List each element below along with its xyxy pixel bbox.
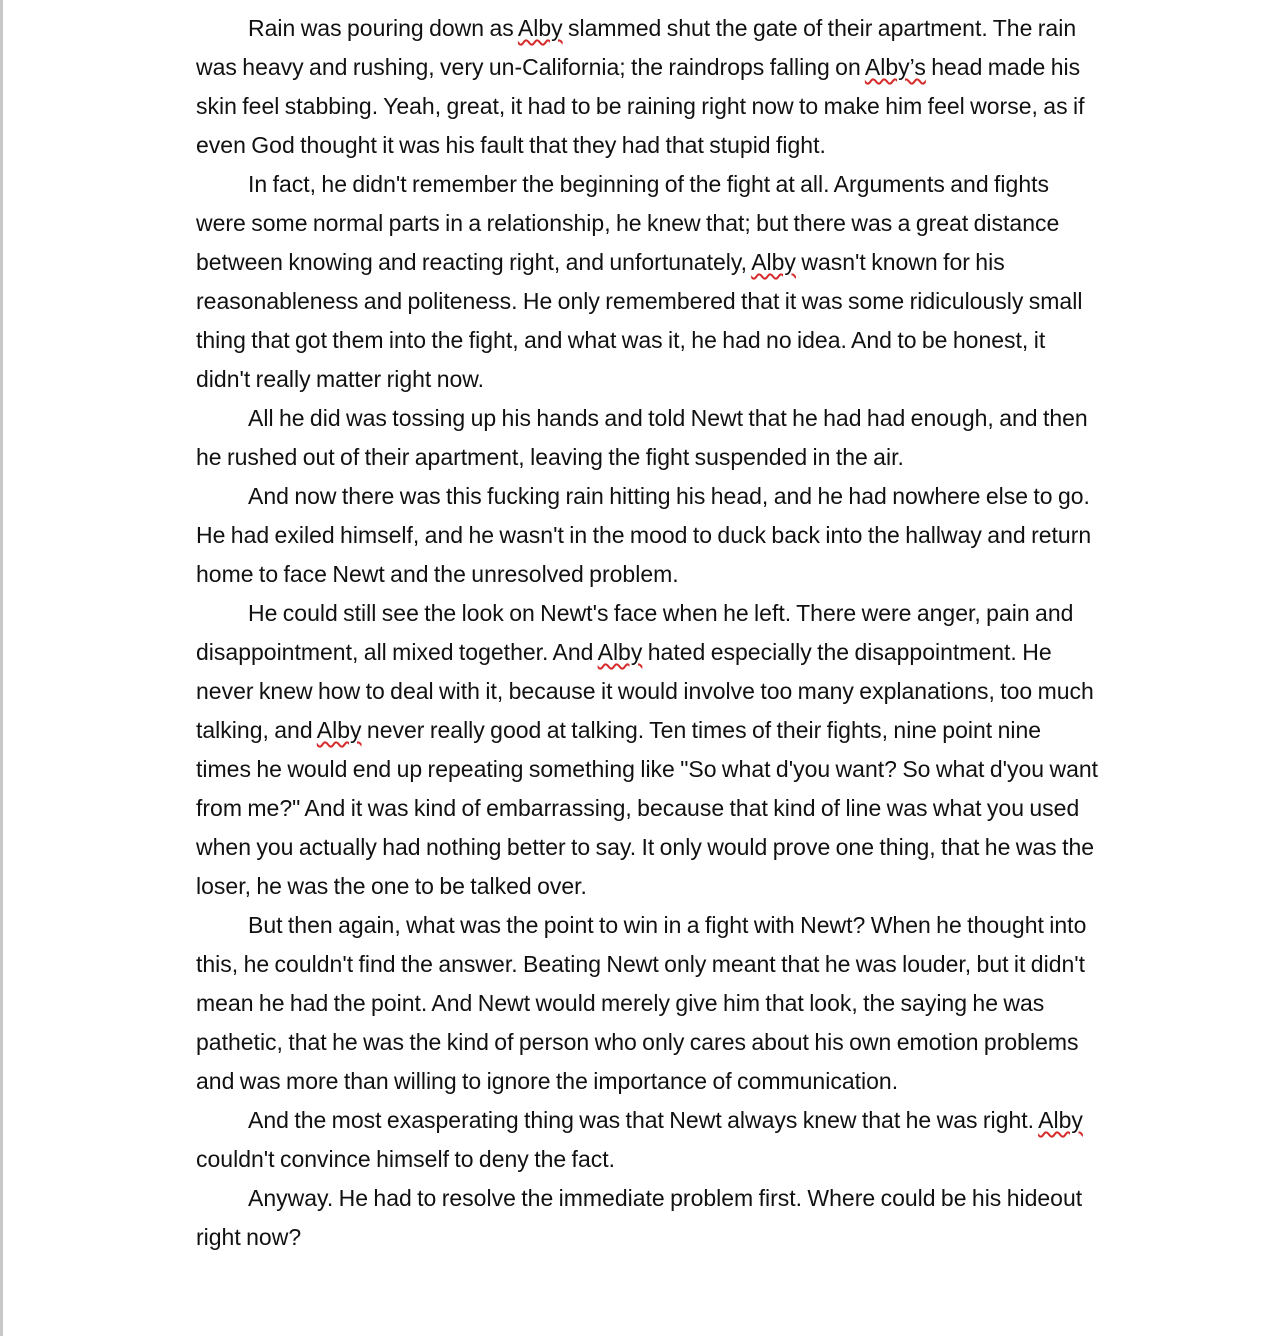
misspelled-word: Alby xyxy=(597,639,643,665)
text-run: And the most exasperating thing was that Newt always knew that he was right. xyxy=(248,1107,1039,1133)
text-run: couldn't convince himself to deny the fact. xyxy=(196,1146,616,1172)
text-run: In fact, he didn't remember the beginning of the fight at all. Arguments and fights were some normal parts in a relationship, he knew that; but there was a great distance between knowing and reacting right, and unfortunately, xyxy=(196,171,1060,275)
paragraph xyxy=(196,9,1101,165)
text-run: Anyway. He had to resolve the immediate problem first. Where could be his hideout right now? xyxy=(196,1185,1083,1250)
misspelled-word: Alby xyxy=(517,15,563,41)
paragraph xyxy=(196,906,1101,1101)
text-run: All he did was tossing up his hands and told Newt that he had had enough, and then he rushed out of their apartment, leaving the fight suspended in the air. xyxy=(196,405,1088,470)
document-body[interactable] xyxy=(196,9,1101,1257)
text-run: wasn't known for his reasonableness and politeness. He only remembered that it was some ridiculously small thing that got them into the fight, and what was it, he had no idea. And to be honest, it didn't really matter right now. xyxy=(196,249,1083,392)
text-run: hated especially the disappointment. He never knew how to deal with it, because it would involve too many explanations, too much talking, and xyxy=(196,639,1094,743)
paragraph xyxy=(196,165,1101,399)
page-left-edge xyxy=(0,0,3,1336)
paragraph xyxy=(196,594,1101,906)
text-run: never really good at talking. Ten times of their fights, nine point nine times he would end up repeating something like "So what d'you want? So what d'you want from me?" And it was kind of embarrassing, because that kind of line was what you used when you actually had nothing better to say. It only would prove one thing, that he was the loser, he was the one to be talked over. xyxy=(196,717,1099,899)
text-run: He could still see the look on Newt's face when he left. There were anger, pain and disappointment, all mixed together. And xyxy=(196,600,1074,665)
text-run: head made his skin feel stabbing. Yeah, great, it had to be raining right now to make him feel worse, as if even God thought it was his fault that they had that stupid fight. xyxy=(196,54,1085,158)
text-run: And now there was this fucking rain hitting his head, and he had nowhere else to go. He had exiled himself, and he wasn't in the mood to duck back into the hallway and return home to face Newt and the unresolved problem. xyxy=(196,483,1092,587)
text-run: slammed shut the gate of their apartment. The rain was heavy and rushing, very un-California; the raindrops falling on xyxy=(196,15,1077,80)
misspelled-word: Alby xyxy=(316,717,362,743)
paragraph xyxy=(196,399,1101,477)
paragraph xyxy=(196,477,1101,594)
paragraph xyxy=(196,1179,1101,1257)
misspelled-word: Alby’s xyxy=(864,54,926,80)
text-run: But then again, what was the point to win in a fight with Newt? When he thought into this, he couldn't find the answer. Beating Newt only meant that he was louder, but it didn't mean he had the point. And Newt would merely give him that look, the saying he was pathetic, that he was the kind of person who only cares about his own emotion problems and was more than willing to ignore the importance of communication. xyxy=(196,912,1087,1094)
misspelled-word: Alby xyxy=(1038,1107,1083,1133)
misspelled-word: Alby xyxy=(751,249,796,275)
text-run: Rain was pouring down as xyxy=(248,15,518,41)
paragraph xyxy=(196,1101,1101,1179)
